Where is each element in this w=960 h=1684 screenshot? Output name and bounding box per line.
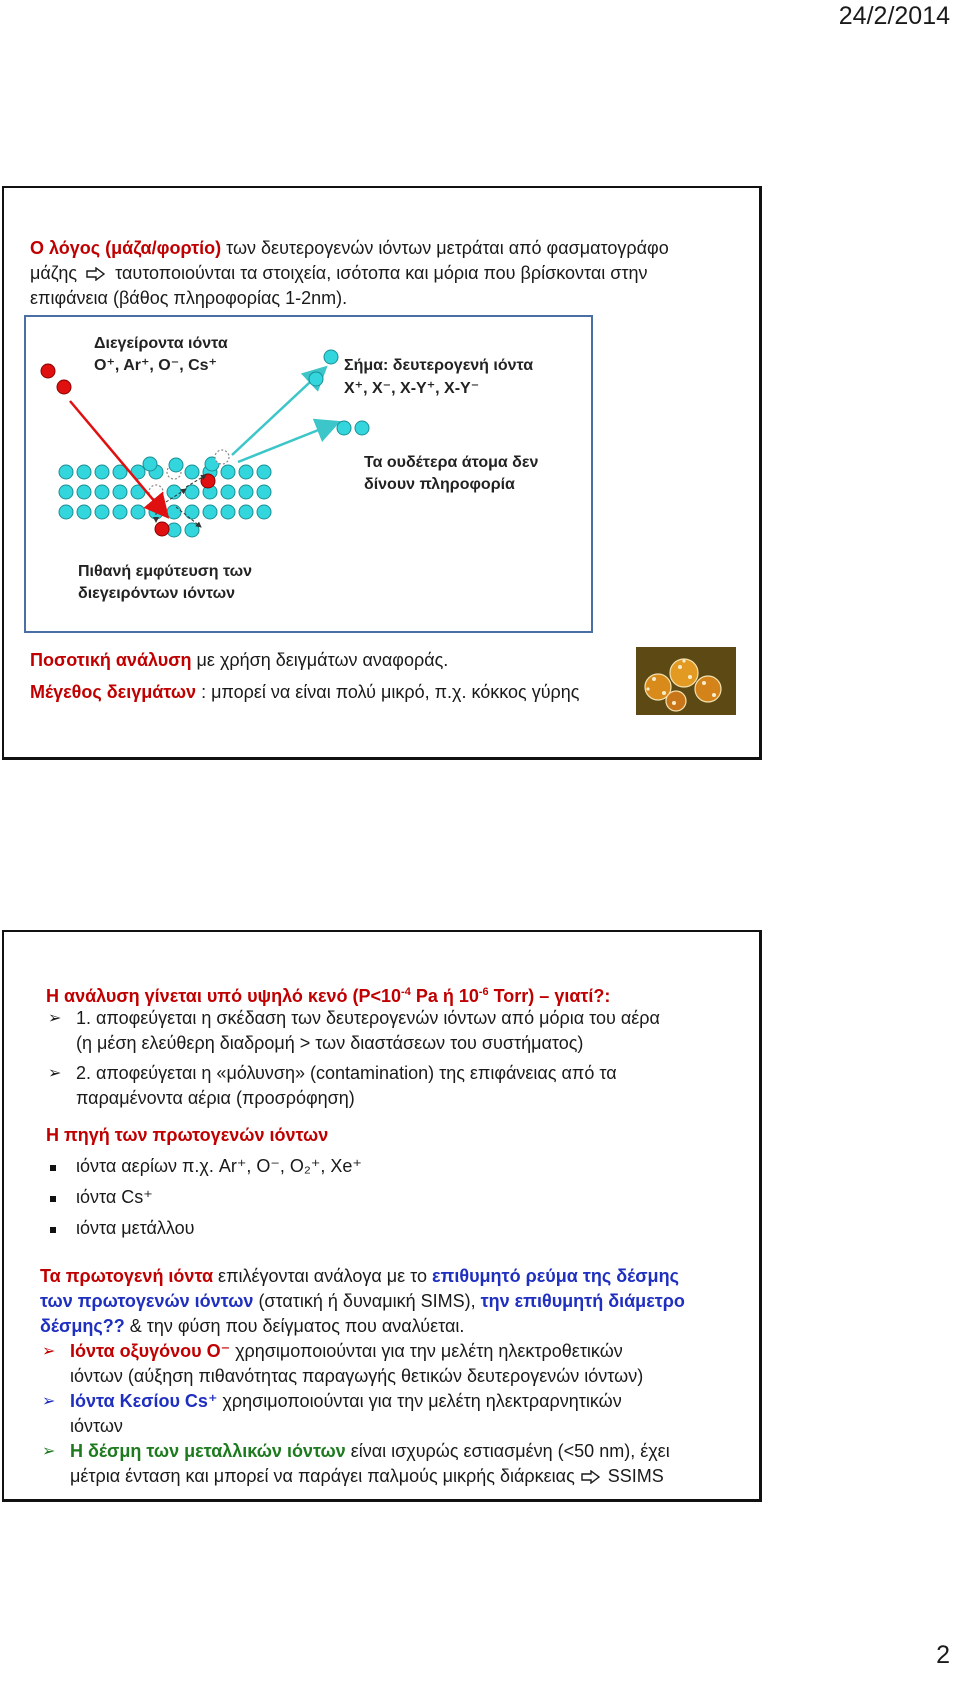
intro-line3: επιφάνεια (βάθος πληροφορίας 1-2nm). — [30, 288, 348, 308]
quant-analysis-line: Ποσοτική ανάλυση με χρήση δειγμάτων αναφοράς. — [30, 650, 449, 670]
slide-sims-principle — [2, 186, 762, 760]
lattice-atom — [203, 505, 217, 519]
choice-line1: Τα πρωτογενή ιόντα επιλέγονται ανάλογα με το επιθυμητό ρεύμα της δέσμης — [40, 1266, 679, 1286]
square-bullet-icon — [50, 1227, 56, 1233]
source-item-2: ιόντα Cs⁺ — [76, 1187, 153, 1207]
point1-line2: (η μέση ελεύθερη διαδρομή > των διαστάσεων του συστήματος) — [76, 1033, 584, 1053]
arrow-bullet-icon: ➢ — [42, 1443, 56, 1460]
secondary-ion — [309, 372, 323, 386]
hollow-arrow-icon — [581, 1470, 601, 1484]
label-neutral-1: Τα ουδέτερα άτομα δεν — [364, 454, 539, 471]
label-neutral-2: δίνουν πληροφορία — [364, 476, 515, 493]
cesium-line2: ιόντων — [70, 1416, 123, 1436]
choice-line3: δέσμης?? & την φύση που δείγματος που αναλύεται. — [40, 1316, 465, 1336]
source-heading: Η πηγή των πρωτογενών ιόντων — [46, 1125, 329, 1145]
page-number: 2 — [936, 1641, 950, 1669]
source-item-1: ιόντα αερίων π.χ. Ar⁺, O⁻, O₂⁺, Xe⁺ — [76, 1156, 362, 1176]
sample-size-line: Μέγεθος δειγμάτων : μπορεί να είναι πολύ μικρό, π.χ. κόκκος γύρης — [30, 682, 580, 702]
slide2-title: Η ανάλυση γίνεται υπό υψηλό κενό ($P<10^{-4}$ Pa ή $10^{-6}$ Torr) – γιατί?: — [46, 986, 611, 1006]
lattice-atom — [257, 505, 271, 519]
intro-red-text: Ο λόγος (μάζα/φορτίο) — [30, 238, 222, 258]
implanted-ion — [201, 474, 215, 488]
primary-ion — [41, 364, 55, 378]
arrow-bullet-icon: ➢ — [48, 1065, 62, 1082]
source-item-3: ιόντα μετάλλου — [76, 1218, 195, 1238]
square-bullet-icon — [50, 1196, 56, 1202]
lattice-atom — [95, 465, 109, 479]
lattice-atom — [167, 505, 181, 519]
lattice-atom — [239, 505, 253, 519]
intro-line2: μάζης ταυτοποιούνται τα στοιχεία, ισότοπα και μόρια που βρίσκονται στην — [30, 263, 648, 283]
choice-line2: των πρωτογενών ιόντων (στατική ή δυναμική SIMS), την επιθυμητή διάμετρο — [40, 1291, 685, 1311]
neutral-atom — [355, 421, 369, 435]
lattice-atom — [167, 485, 181, 499]
lattice-atom — [59, 505, 73, 519]
lattice-atom — [59, 465, 73, 479]
sims-diagram — [24, 315, 593, 633]
metal-line1: Η δέσμη των μεταλλικών ιόντων είναι ισχυρώς εστιασμένη (<50 nm), έχει — [70, 1441, 670, 1461]
label-signal: Σήμα: δευτερογενή ιόντα — [344, 357, 534, 374]
label-primary-ion-types: O⁺, Ar⁺, O⁻, Cs⁺ — [94, 357, 217, 374]
vacancy-site — [215, 450, 229, 464]
lattice-atom — [221, 465, 235, 479]
lattice-atom — [77, 505, 91, 519]
neutral-atom-arrow — [238, 423, 336, 462]
secondary-ion — [324, 350, 338, 364]
lattice-atom — [77, 485, 91, 499]
lattice-atom — [185, 485, 199, 499]
lattice-atom — [113, 485, 127, 499]
arrow-bullet-icon: ➢ — [42, 1343, 56, 1360]
point1-line1: 1. αποφεύγεται η σκέδαση των δευτερογενών ιόντων από μόρια του αέρα — [76, 1008, 660, 1028]
arrow-bullet-icon: ➢ — [42, 1393, 56, 1410]
oxygen-line1: Ιόντα οξυγόνου O⁻ χρησιμοποιούνται για την μελέτη ηλεκτροθετικών — [70, 1341, 623, 1361]
neutral-atom — [337, 421, 351, 435]
primary-ion — [57, 380, 71, 394]
lattice-atom — [185, 505, 199, 519]
point2-line2: παραμένοντα αέρια (προσρόφηση) — [76, 1088, 355, 1108]
label-implant-1: Πιθανή εμφύτευση των — [78, 563, 253, 580]
label-implant-2: διεγειρόντων ιόντων — [78, 585, 236, 602]
intro-line1 — [30, 236, 669, 261]
lattice-atom — [221, 505, 235, 519]
lattice-atom — [221, 485, 235, 499]
oxygen-line2: ιόντων (αύξηση πιθανότητας παραγωγής θετικών δευτερογενών ιόντων) — [70, 1366, 644, 1386]
surface-atom — [143, 457, 157, 471]
lattice-atom — [131, 505, 145, 519]
lattice-atom — [185, 465, 199, 479]
hollow-arrow-icon — [86, 267, 106, 281]
lattice-atom — [239, 465, 253, 479]
point2-line1: 2. αποφεύγεται η «μόλυνση» (contamination) της επιφάνειας από τα — [76, 1063, 617, 1083]
lattice-atom — [95, 505, 109, 519]
lattice-atom — [185, 523, 199, 537]
lattice-atom — [257, 465, 271, 479]
lattice-atom — [59, 485, 73, 499]
intro-text-1: των δευτερογενών ιόντων μετράται από φασματογράφο — [221, 238, 669, 258]
lattice-atom — [113, 505, 127, 519]
lattice-atom — [239, 485, 253, 499]
implanted-ion — [155, 522, 169, 536]
label-primary-ions: Διεγείροντα ιόντα — [94, 335, 228, 352]
square-bullet-icon — [50, 1165, 56, 1171]
pollen-grain-image — [636, 647, 736, 715]
surface-atom — [169, 458, 183, 472]
arrow-bullet-icon: ➢ — [48, 1010, 62, 1027]
slide-vacuum-and-sources — [2, 930, 762, 1502]
label-signal-ions: X⁺, X⁻, X-Y⁺, X-Y⁻ — [344, 380, 480, 397]
lattice-atom — [77, 465, 91, 479]
lattice-atom — [95, 485, 109, 499]
lattice-atom — [257, 485, 271, 499]
cesium-line1: Ιόντα Κεσίου Cs⁺ χρησιμοποιούνται για την μελέτη ηλεκτραρνητικών — [70, 1391, 622, 1411]
header-date: 24/2/2014 — [838, 2, 950, 30]
metal-line2: μέτρια ένταση και μπορεί να παράγει παλμούς μικρής διάρκειας SSIMS — [70, 1466, 664, 1486]
